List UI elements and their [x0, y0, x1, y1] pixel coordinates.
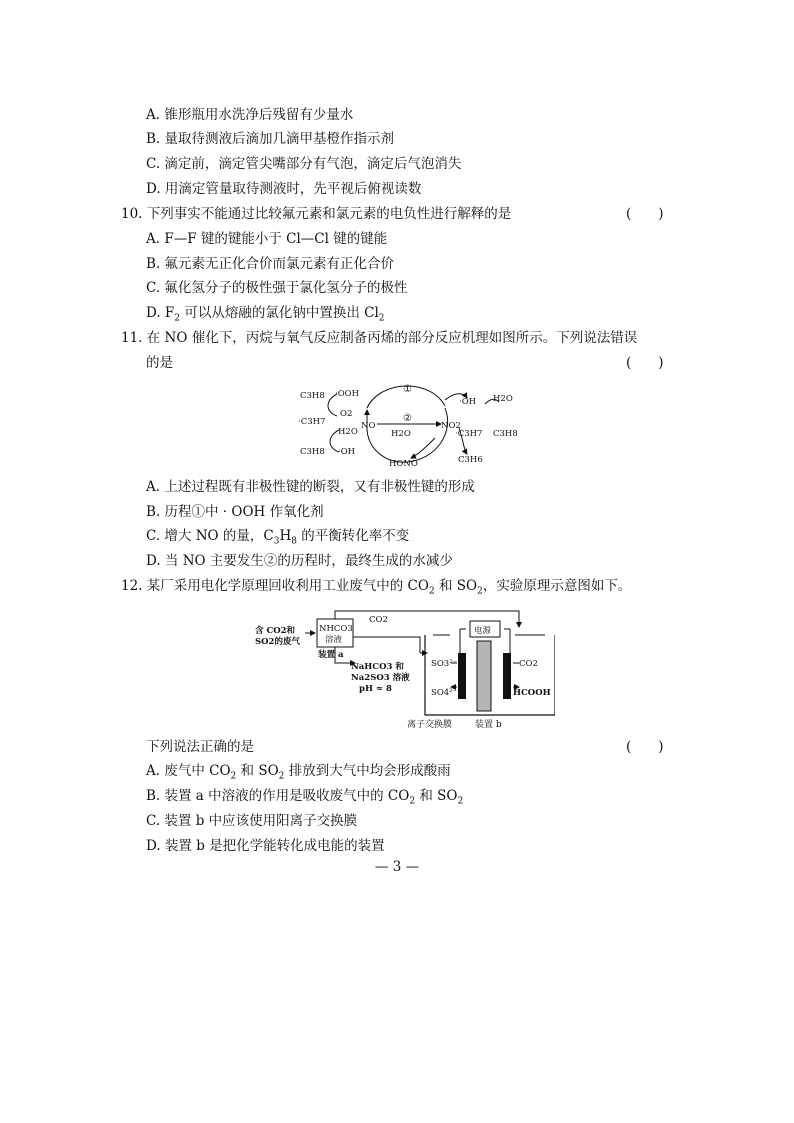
label-co2-top: CO2: [369, 615, 388, 625]
q12-stem: 12. 某厂采用电化学原理回收利用工业废气中的 $CO_2$ 和 $SO_2$，实验原理示意图如下。: [121, 578, 632, 597]
q12-answer-paren: ( ): [626, 739, 664, 755]
label-membrane: 离子交换膜: [407, 720, 453, 730]
label-c3h7: ·C3H7: [298, 417, 326, 427]
label-route-1: ①: [403, 384, 412, 395]
label-route-2: ②: [403, 413, 412, 424]
q11-option-b: B. 历程①中 · OOH 作氧化剂: [146, 504, 324, 520]
electrochemical-apparatus-diagram: [255, 603, 555, 731]
label-so3: SO3²⁻: [431, 659, 458, 669]
q9-option-a: A. 锥形瓶用水洗净后残留有少量水: [146, 107, 354, 123]
label-c3h8-right: C3H8: [493, 429, 518, 439]
label-h2o-right: H2O: [493, 394, 513, 404]
q9-option-d: D. 用滴定管量取待测液时，先平视后俯视读数: [146, 181, 422, 197]
q11-option-c: C. 增大 NO 的量，$C_3H_8$ 的平衡转化率不变: [146, 528, 410, 547]
label-oh-right: ·OH: [459, 397, 477, 407]
q12-option-c: C. 装置 b 中应该使用阳离子交换膜: [146, 813, 358, 829]
label-no: NO: [361, 421, 376, 431]
label-no2: NO2: [441, 421, 461, 431]
reaction-mechanism-diagram: [295, 378, 520, 470]
label-nhco3-solution: 溶液: [325, 635, 343, 645]
q10-option-a: A. F—F 键的键能小于 Cl—Cl 键的键能: [146, 231, 388, 247]
label-h2o-left: H2O: [338, 427, 358, 437]
q10-option-b: B. 氟元素无正化合价而氯元素有正化合价: [146, 256, 395, 272]
q9-option-b: B. 量取待测液后滴加几滴甲基橙作指示剂: [146, 131, 395, 147]
label-oh-bottom: ·OH: [338, 447, 356, 457]
label-device-a: 装置 a: [318, 650, 344, 660]
label-power-supply: 电源: [474, 626, 492, 636]
q12-option-d: D. 装置 b 是把化学能转化成电能的装置: [146, 838, 385, 854]
label-hono: HONO: [389, 459, 418, 469]
q10-option-d: D. $F_2$ 可以从熔融的氯化钠中置换出 $Cl_2$: [146, 305, 385, 324]
page-number: — 3 —: [374, 859, 420, 875]
label-c3h7-right: ·C3H7: [455, 429, 483, 439]
label-o2: O2: [340, 409, 353, 419]
q11-stem: 11. 在 NO 催化下，丙烷与氧气反应制备丙烯的部分反应机理如图所示。下列说法错误: [121, 330, 638, 346]
label-gas-in-1: 含 CO2和: [255, 626, 296, 636]
q10-option-c: C. 氟化氢分子的极性强于氯化氢分子的极性: [146, 280, 408, 296]
q12-option-b: B. 装置 a 中溶液的作用是吸收废气中的 $CO_2$ 和 $SO_2$: [146, 788, 464, 807]
q11-stem-cont: 的是: [146, 355, 173, 371]
label-c3h8-top: C3H8: [300, 391, 325, 401]
q11-answer-paren: ( ): [626, 355, 664, 371]
label-device-b: 装置 b: [475, 720, 502, 730]
label-solution-1: NaHCO3 和: [351, 662, 404, 672]
label-so4: SO4²⁻: [431, 688, 458, 698]
label-nhco3: NHCO3: [319, 624, 353, 634]
label-co2-right: CO2: [519, 659, 538, 669]
label-solution-2: Na2SO3 溶液: [351, 673, 410, 683]
q10-answer-paren: ( ): [626, 206, 664, 222]
label-h2o-mid: H2O: [391, 429, 411, 439]
q12-option-a: A. 废气中 $CO_2$ 和 $SO_2$ 排放到大气中均会形成酸雨: [146, 763, 451, 782]
q11-option-a: A. 上述过程既有非极性键的断裂，又有非极性键的形成: [146, 479, 475, 495]
label-ph: pH ≈ 8: [359, 684, 392, 694]
label-hcooh: HCOOH: [513, 688, 551, 698]
q11-option-d: D. 当 NO 主要发生②的历程时，最终生成的水减少: [146, 553, 453, 569]
q9-option-c: C. 滴定前，滴定管尖嘴部分有气泡，滴定后气泡消失: [146, 156, 462, 172]
label-c3h6: C3H6: [458, 455, 483, 465]
label-c3h8-bottom: C3H8: [300, 447, 325, 457]
q10-stem: 10. 下列事实不能通过比较氟元素和氯元素的电负性进行解释的是: [121, 206, 512, 222]
label-gas-in-2: SO2的废气: [255, 637, 300, 647]
q12-question: 下列说法正确的是: [146, 739, 254, 755]
label-ooh: ·OOH: [335, 389, 360, 399]
